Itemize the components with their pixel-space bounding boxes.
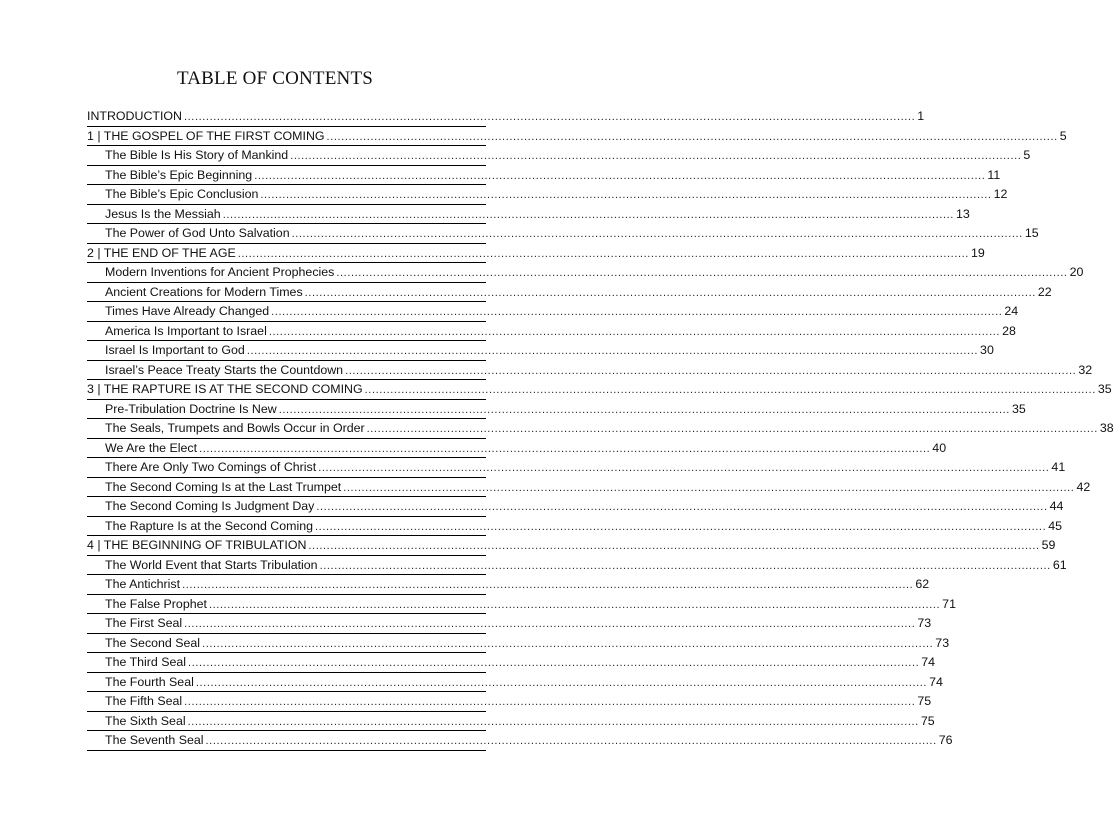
dot-leader: ........................................................................................................................................................................................................ xyxy=(336,267,1068,279)
entry-page-number: 42 xyxy=(1076,479,1091,494)
entry-page-number: 1 xyxy=(917,109,925,123)
toc-section-entry[interactable] xyxy=(87,341,994,361)
dot-leader: ........................................................................................................................................................................................................ xyxy=(316,501,1048,513)
dot-leader: ........................................................................................................................................................................................................ xyxy=(199,442,931,455)
toc-section-entry[interactable] xyxy=(87,205,970,225)
entry-page-number: 5 xyxy=(1023,148,1031,162)
entry-page-number: 32 xyxy=(1078,362,1093,377)
dot-leader: ........................................................................................................................................................................................................ xyxy=(188,657,920,669)
dot-leader: ........................................................................................................................................................................................................ xyxy=(237,247,969,260)
entry-page-number: 24 xyxy=(1004,304,1019,318)
dot-leader: ........................................................................................................................................................................................................ xyxy=(318,462,1050,474)
entry-title: Ancient Creations for Modern Times xyxy=(105,284,303,299)
entry-page-number: 20 xyxy=(1069,265,1084,279)
toc-section-entry[interactable] xyxy=(87,497,1064,517)
dot-leader: ........................................................................................................................................................................................................ xyxy=(308,540,1040,552)
toc-section-entry[interactable] xyxy=(87,439,947,459)
entry-title: Modern Inventions for Ancient Prophecies xyxy=(105,265,335,279)
entry-title: The Bible Is His Story of Mankind xyxy=(105,148,289,162)
entry-title: The Antichrist xyxy=(105,577,181,591)
toc-section-entry[interactable] xyxy=(87,361,1093,381)
dot-leader: ........................................................................................................................................................................................................ xyxy=(184,111,916,123)
dot-leader: ........................................................................................................................................................................................................ xyxy=(254,169,986,182)
entry-title: The False Prophet xyxy=(105,596,207,611)
toc-chapter-entry[interactable] xyxy=(87,244,985,264)
dot-leader: ........................................................................................................................................................................................................ xyxy=(271,306,1003,318)
toc-section-entry[interactable] xyxy=(87,224,1039,244)
toc-section-entry[interactable] xyxy=(87,575,930,595)
table-of-contents xyxy=(87,107,1114,751)
entry-page-number: 45 xyxy=(1048,518,1063,533)
entry-title: 1 | THE GOSPEL OF THE FIRST COMING xyxy=(87,128,325,143)
entry-title: The Second Seal xyxy=(105,635,201,650)
dot-leader: ........................................................................................................................................................................................................ xyxy=(184,696,916,708)
entry-page-number: 30 xyxy=(980,343,994,357)
entry-page-number: 59 xyxy=(1041,538,1056,552)
entry-title: America Is Important to Israel xyxy=(105,323,267,338)
entry-title: The Bible’s Epic Beginning xyxy=(105,167,253,182)
entry-page-number: 11 xyxy=(987,167,1001,182)
toc-section-entry[interactable] xyxy=(87,322,1016,342)
dot-leader: ........................................................................................................................................................................................................ xyxy=(246,345,979,357)
dot-leader: ........................................................................................................................................................................................................ xyxy=(208,598,941,611)
dot-leader: ........................................................................................................................................................................................................ xyxy=(304,286,1036,299)
dot-leader: ........................................................................................................................................................................................................ xyxy=(290,150,1022,162)
entry-title: The Fourth Seal xyxy=(105,674,194,689)
toc-section-entry[interactable] xyxy=(87,556,1067,576)
dot-leader: ........................................................................................................................................................................................................ xyxy=(343,481,1075,494)
entry-title: The Power of God Unto Salvation xyxy=(105,226,290,240)
toc-section-entry[interactable] xyxy=(87,653,936,673)
dot-leader: ........................................................................................................................................................................................................ xyxy=(319,559,1051,572)
entry-title: The First Seal xyxy=(105,616,183,630)
dot-leader: ........................................................................................................................................................................................................ xyxy=(222,208,954,221)
entry-title: The Third Seal xyxy=(105,655,187,669)
toc-section-entry[interactable] xyxy=(87,302,1019,322)
dot-leader: ........................................................................................................................................................................................................ xyxy=(184,618,916,630)
dot-leader: ........................................................................................................................................................................................................ xyxy=(202,637,934,650)
entry-page-number: 19 xyxy=(970,245,985,260)
entry-page-number: 74 xyxy=(921,655,936,669)
entry-title: The Sixth Seal xyxy=(105,713,186,728)
entry-page-number: 5 xyxy=(1059,128,1067,143)
entry-page-number: 13 xyxy=(955,206,970,221)
toc-section-entry[interactable] xyxy=(87,692,932,712)
entry-page-number: 40 xyxy=(932,440,947,455)
dot-leader: ........................................................................................................................................................................................................ xyxy=(260,189,992,201)
entry-title: The World Event that Starts Tribulation xyxy=(105,557,318,572)
entry-page-number: 71 xyxy=(942,596,956,611)
toc-section-entry[interactable] xyxy=(87,185,1008,205)
entry-page-number: 15 xyxy=(1024,226,1039,240)
entry-page-number: 61 xyxy=(1052,557,1067,572)
entry-title: The Rapture Is at the Second Coming xyxy=(105,518,314,533)
toc-chapter-entry[interactable] xyxy=(87,127,1067,147)
entry-page-number: 41 xyxy=(1051,460,1066,474)
entry-page-number: 75 xyxy=(920,713,935,728)
entry-page-number: 12 xyxy=(993,187,1008,201)
toc-chapter-entry[interactable] xyxy=(87,107,925,127)
toc-section-entry[interactable] xyxy=(87,595,956,615)
entry-title: Israel Is Important to God xyxy=(105,343,245,357)
dot-leader: ........................................................................................................................................................................................................ xyxy=(182,579,914,591)
entry-title: We Are the Elect xyxy=(105,440,198,455)
entry-title: The Second Coming Is Judgment Day xyxy=(105,499,315,513)
entry-page-number: 35 xyxy=(1011,401,1026,416)
toc-chapter-entry[interactable] xyxy=(87,536,1056,556)
entry-page-number: 75 xyxy=(917,694,932,708)
toc-section-entry[interactable] xyxy=(87,731,953,751)
entry-page-number: 74 xyxy=(929,674,943,689)
entry-title: There Are Only Two Comings of Christ xyxy=(105,460,317,474)
dot-leader: ........................................................................................................................................................................................................ xyxy=(195,676,928,689)
toc-section-entry[interactable] xyxy=(87,419,1114,439)
entry-title: The Fifth Seal xyxy=(105,694,183,708)
dot-leader: ........................................................................................................................................................................................................ xyxy=(345,364,1077,377)
toc-section-entry[interactable] xyxy=(87,458,1066,478)
page-title: TABLE OF CONTENTS xyxy=(176,68,374,89)
toc-section-entry[interactable] xyxy=(87,712,935,732)
dot-leader: ........................................................................................................................................................................................................ xyxy=(278,403,1010,416)
entry-page-number: 38 xyxy=(1099,421,1114,435)
entry-title: Pre-Tribulation Doctrine Is New xyxy=(105,401,277,416)
toc-section-entry[interactable] xyxy=(87,400,1026,420)
entry-title: 2 | THE END OF THE AGE xyxy=(87,245,236,260)
row-divider xyxy=(87,750,486,751)
entry-title: Times Have Already Changed xyxy=(105,304,270,318)
entry-title: The Second Coming Is at the Last Trumpet xyxy=(105,479,342,494)
dot-leader: ........................................................................................................................................................................................................ xyxy=(315,520,1047,533)
entry-title: INTRODUCTION xyxy=(87,109,182,123)
toc-section-entry[interactable] xyxy=(87,263,1084,283)
entry-title: Israel’s Peace Treaty Starts the Countdown xyxy=(105,362,344,377)
entry-page-number: 73 xyxy=(935,635,950,650)
entry-title: 3 | THE RAPTURE IS AT THE SECOND COMING xyxy=(87,382,363,396)
toc-section-entry[interactable] xyxy=(87,166,1001,186)
dot-leader: ........................................................................................................................................................................................................ xyxy=(187,715,919,728)
entry-page-number: 73 xyxy=(917,616,932,630)
entry-page-number: 76 xyxy=(938,733,953,747)
entry-page-number: 44 xyxy=(1049,499,1064,513)
dot-leader: ........................................................................................................................................................................................................ xyxy=(366,423,1098,435)
dot-leader: ........................................................................................................................................................................................................ xyxy=(326,130,1058,143)
entry-title: 4 | THE BEGINNING OF TRIBULATION xyxy=(87,538,307,552)
entry-page-number: 22 xyxy=(1037,284,1052,299)
entry-title: The Seventh Seal xyxy=(105,733,204,747)
entry-title: Jesus Is the Messiah xyxy=(105,206,221,221)
toc-section-entry[interactable] xyxy=(87,517,1063,537)
entry-page-number: 35 xyxy=(1097,382,1112,396)
entry-title: The Bible’s Epic Conclusion xyxy=(105,187,259,201)
toc-section-entry[interactable] xyxy=(87,146,1031,166)
dot-leader: ........................................................................................................................................................................................................ xyxy=(205,735,937,747)
entry-title: The Seals, Trumpets and Bowls Occur in Order xyxy=(105,421,365,435)
toc-section-entry[interactable] xyxy=(87,673,943,693)
dot-leader: ........................................................................................................................................................................................................ xyxy=(291,228,1023,240)
dot-leader: ........................................................................................................................................................................................................ xyxy=(364,384,1096,396)
toc-section-entry[interactable] xyxy=(87,478,1091,498)
toc-section-entry[interactable] xyxy=(87,614,932,634)
entry-page-number: 28 xyxy=(1002,323,1016,338)
toc-chapter-entry[interactable] xyxy=(87,380,1112,400)
entry-page-number: 62 xyxy=(915,577,930,591)
toc-section-entry[interactable] xyxy=(87,634,950,654)
dot-leader: ........................................................................................................................................................................................................ xyxy=(268,325,1001,338)
toc-section-entry[interactable] xyxy=(87,283,1052,303)
